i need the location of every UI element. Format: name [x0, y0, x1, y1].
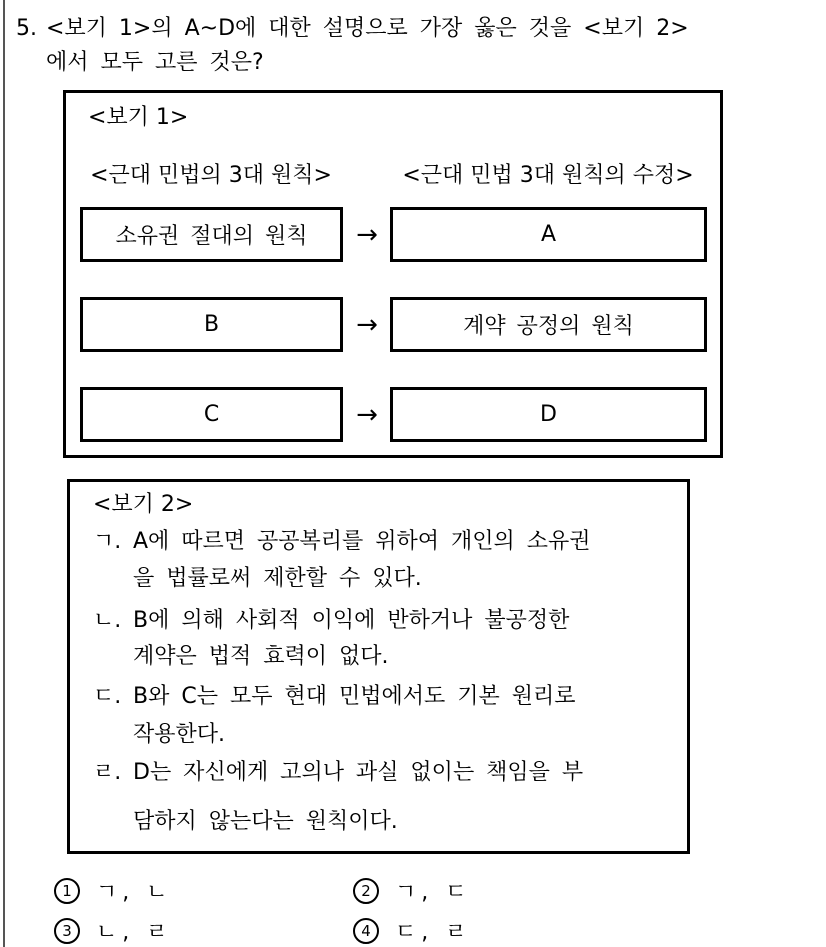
principle-box-right-3: D: [390, 387, 707, 442]
choice-1[interactable]: [54, 875, 173, 906]
choice-2[interactable]: [353, 875, 472, 906]
item-marker: ㄱ.: [93, 529, 122, 554]
exhibit2-item-n-line2: 계약은 법적 효력이 없다.: [133, 644, 389, 669]
item-marker: ㄴ.: [93, 608, 122, 633]
exhibit2-item-n-line1: ㄴ. B에 의해 사회적 이익에 반하거나 불공정한: [93, 608, 570, 633]
choice-3-number: 3: [54, 918, 80, 944]
principle-box-right-1: A: [390, 207, 707, 262]
item-marker: ㄹ.: [93, 760, 122, 785]
exhibit2-item-d-line2: 작용한다.: [133, 722, 226, 747]
item-marker: ㄷ.: [93, 684, 122, 709]
exhibit2-label: <보기 2>: [93, 492, 194, 517]
choice-3[interactable]: [54, 915, 173, 946]
column-divider-line: [3, 0, 5, 947]
choice-1-text: ㄱ, ㄴ: [96, 880, 173, 905]
choice-1-number: 1: [54, 878, 80, 904]
principle-box-left-3: C: [80, 387, 343, 442]
question-text-line2: 에서 모두 고른 것은?: [46, 50, 264, 75]
choice-3-text: ㄴ, ㄹ: [96, 920, 173, 945]
question-number: 5.: [16, 16, 37, 41]
exhibit2-item-r-line1: ㄹ. D는 자신에게 고의나 과실 없이는 책임을 부: [93, 760, 584, 785]
arrow-right-icon: →: [356, 219, 378, 250]
exhibit1-left-column-header: <근대 민법의 3대 원칙>: [90, 163, 332, 188]
choice-4[interactable]: [353, 915, 472, 946]
question: [16, 12, 689, 80]
exhibit2-item-g-line1: ㄱ. A에 따르면 공공복리를 위하여 개인의 소유권: [93, 529, 591, 554]
exhibit2-item-r-line2: 담하지 않는다는 원칙이다.: [133, 809, 398, 834]
exhibit2-item-d-line1: ㄷ. B와 C는 모두 현대 민법에서도 기본 원리로: [93, 684, 576, 709]
choice-4-number: 4: [353, 918, 379, 944]
principle-box-left-1: 소유권 절대의 원칙: [80, 207, 343, 262]
exhibit2-item-g-line2: 을 법률로써 제한할 수 있다.: [133, 566, 422, 591]
exhibit2-box: [67, 479, 690, 854]
choice-2-number: 2: [353, 878, 379, 904]
exhibit1-right-column-header: <근대 민법 3대 원칙의 수정>: [402, 163, 694, 188]
exhibit1-box: [63, 90, 723, 458]
arrow-right-icon: →: [356, 309, 378, 340]
principle-box-right-2: 계약 공정의 원칙: [390, 297, 707, 352]
principle-box-left-2: B: [80, 297, 343, 352]
choice-4-text: ㄷ, ㄹ: [395, 920, 472, 945]
arrow-right-icon: →: [356, 399, 378, 430]
choice-2-text: ㄱ, ㄷ: [395, 880, 472, 905]
question-text: [46, 12, 689, 80]
question-text-line1: <보기 1>의 A~D에 대한 설명으로 가장 옳은 것을 <보기 2>: [46, 16, 689, 41]
exhibit1-label: <보기 1>: [88, 105, 189, 130]
